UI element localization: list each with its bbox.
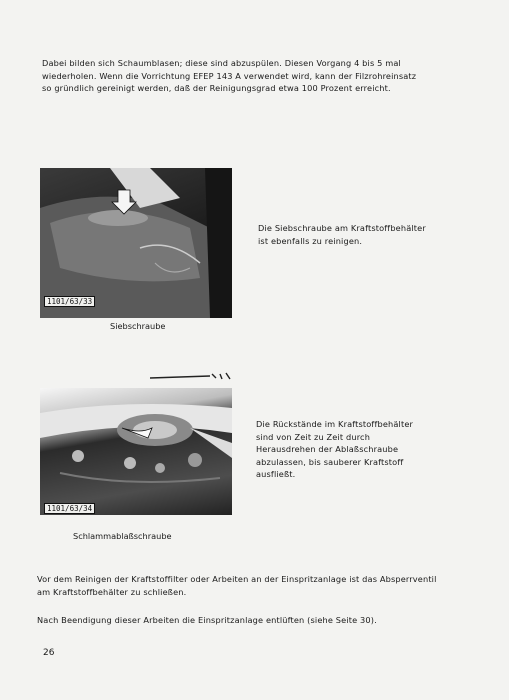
photo-schlammablassschraube xyxy=(40,388,232,515)
page-number: 26 xyxy=(43,648,55,658)
figure-description: Die Siebschraube am Kraftstoffbehälter ist ebenfalls zu reinigen. xyxy=(258,223,426,246)
figure-code-label: 1101/63/33 xyxy=(44,296,95,307)
figure-description: Die Rückstände im Kraftstoffbehälter sind von Zeit zu Zeit durch Herausdrehen der Ablaßschraube abzulassen, bis sauberer Kraftstoff ausfließt. xyxy=(256,419,414,479)
warning-paragraph: Vor dem Reinigen der Kraftstoffilter oder Arbeiten an der Einspritzanlage ist das Absperrventil am Kraftstoffbehälter zu schließen. xyxy=(37,574,437,597)
intro-paragraph: Dabei bilden sich Schaumblasen; diese sind abzuspülen. Diesen Vorgang 4 bis 5 mal wiederholen. Wenn die Vorrichtung EFEP 143 A verwendet wird, kann der Filzrohreinsatz so gründlich gereinigt werden, daß der Reinigungsgrad etwa 100 Prozent erreicht. xyxy=(42,58,417,93)
scratch-mark xyxy=(150,370,232,382)
figure-caption: Siebschraube xyxy=(110,321,166,331)
figure-caption: Schlammablaßschraube xyxy=(73,531,172,541)
final-paragraph: Nach Beendigung dieser Arbeiten die Einspritzanlage entlüften (siehe Seite 30). xyxy=(37,615,377,625)
figure-code-label: 1101/63/34 xyxy=(44,503,95,514)
